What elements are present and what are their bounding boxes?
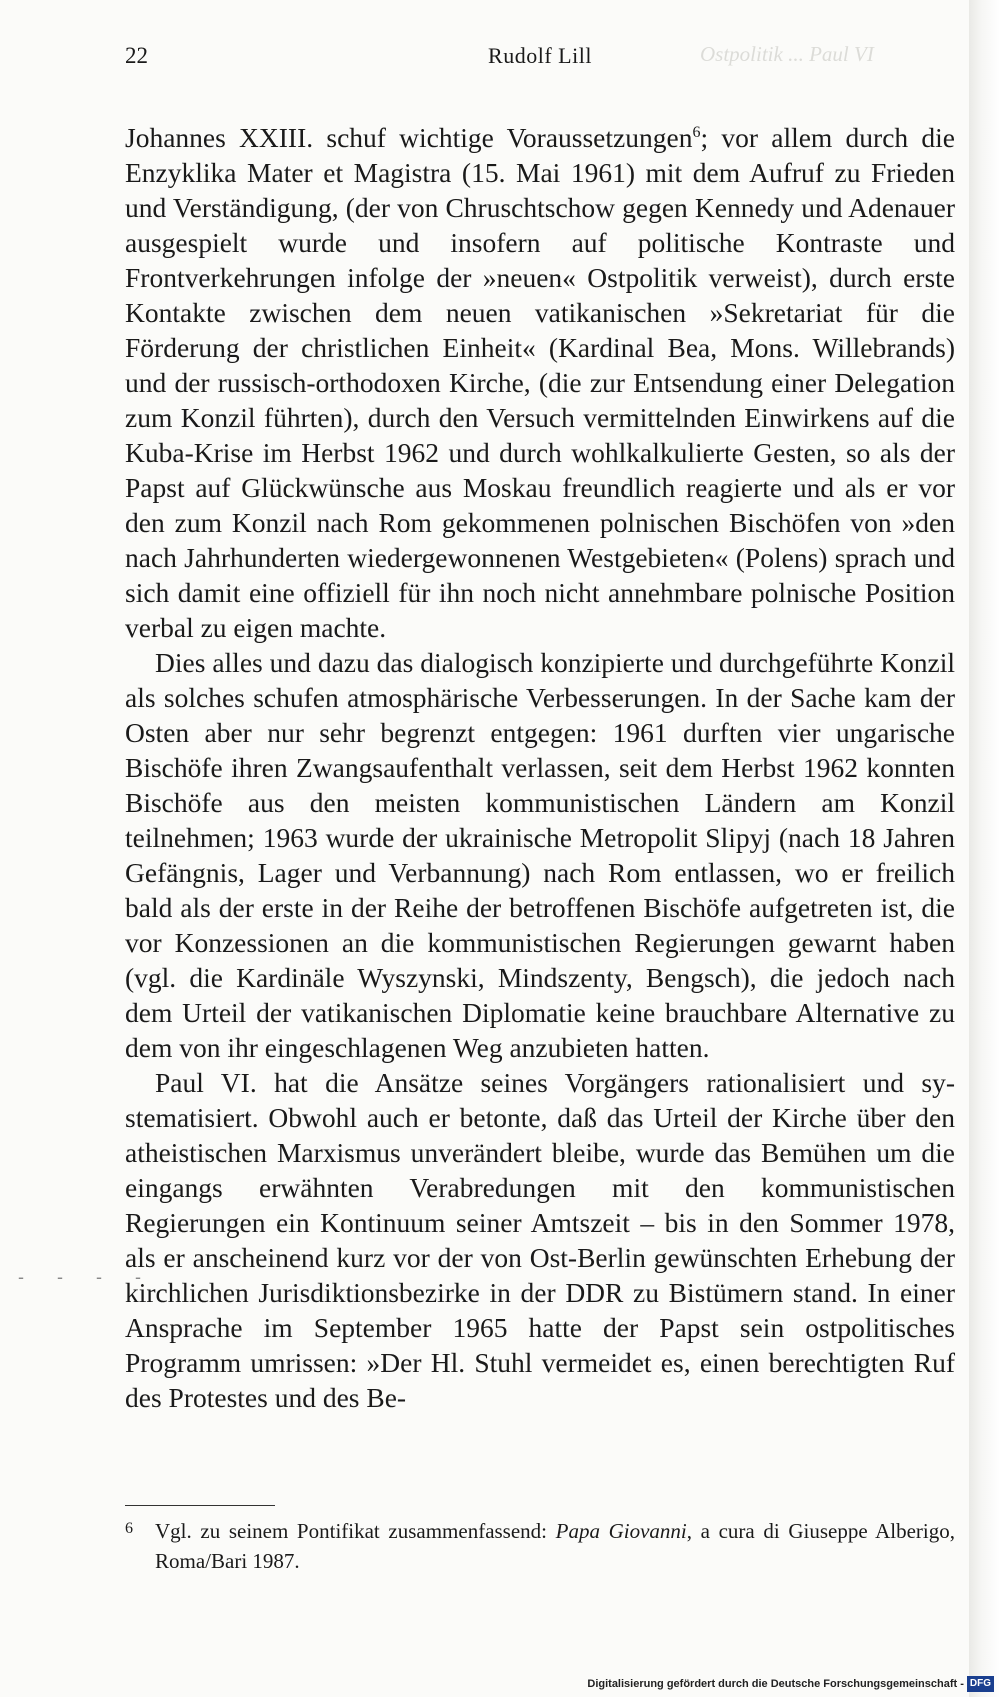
footnote-title: Papa Giovanni	[555, 1519, 687, 1543]
show-through-header: Ostpolitik ... Paul VI	[700, 42, 874, 66]
paragraph-2: Dies alles und dazu das dialogisch konzipierte und durchgeführte Konzil als solches schufen atmosphärische Verbesserungen. In der Sache kam der Osten aber nur sehr begrenzt entgegen: 1961 durften vier ungarische Bischöfe ihren Zwangsaufenthalt verlassen, seit dem Herbst 1962 konnten Bischöfe aus den meisten kommunistischen Ländern am Konzil teilnehmen; 1963 wurde der ukrainische Metropolit Slipyj (nach 18 Jahren Gefängnis, Lager und Verbannung) nach Rom entlassen, wo er freilich bald als der erste in der Reihe der betroffenen Bischöfe aufgetreten ist, die vor Konzessionen an die kommunistischen Regierungen gewarnt haben (vgl. die Kardinäle Wyszynski, Mindszenty, Bengsch), die jedoch nach dem Urteil der vatikanischen Diplomatie keine brauchbare Alternative zu dem von ihr eingeschlagenen Weg anzubieten hatten.	[125, 647, 955, 1063]
paragraph-1	[125, 120, 955, 645]
page-number: 22	[125, 43, 148, 68]
running-header	[125, 40, 955, 72]
funding-banner-text: Digitalisierung gefördert durch die Deutsche Forschungsgemeinschaft -	[587, 1678, 964, 1690]
footnotes	[125, 1516, 955, 1576]
paragraph-3: Paul VI. hat die Ansätze seines Vorgängers rationalisiert und systematisiert. Obwohl auch er betonte, daß das Urteil der Kirche über den atheistischen Marxismus unverändert bleibe, wurde das Bemühen um die eingangs erwähnten Verabredungen mit den kommunistischen Regierungen ein Kontinuum seiner Amtszeit – bis in den Sommer 1978, als er anscheinend kurz vor der von Ost-Berlin gewünschten Erhebung der kirchlichen Jurisdiktionsbezirke in der DDR zu Bistümern stand. In einer Ansprache im September 1965 hatte der Papst sein ostpolitisches Programm umrissen: »Der Hl. Stuhl vermeidet es, einen berechtigten Ruf des Protestes und des Be-	[125, 1067, 955, 1413]
footnote-6	[125, 1516, 955, 1576]
footnote-text-start: Vgl. zu seinem Pontifikat zusammenfassend:	[155, 1519, 556, 1543]
dfg-logo-icon: DFG	[967, 1676, 994, 1692]
footnote-text-end: , a cura di Giuseppe Alberigo, Roma/Bari 1987.	[155, 1519, 956, 1573]
running-header-author: Rudolf Lill	[488, 43, 592, 68]
page-edge-shadow	[969, 0, 1000, 1697]
footnote-reference[interactable]: 6	[692, 123, 701, 141]
margin-marks: - - - -	[18, 1267, 155, 1287]
footnote-mark: 6	[125, 1520, 133, 1537]
paragraph-1-text-end: ; vor allem durch die Enzyklika Mater et Magistra (15. Mai 1961) mit dem Aufruf zu Frieden und Verständigung, (der von Chruschtschow gegen Kennedy und Adenauer ausgespielt wurde und insofern auf politische Kontraste und Frontverkehrungen infolge der »neuen« Ostpolitik verweist), durch erste Kontakte zwischen dem neuen vatikanischen »Sekretariat für die Förderung der christlichen Einheit« (Kardinal Bea, Mons. Willebrands) und der russisch-orthodoxen Kirche, (die zur Entsendung einer Delegation zum Konzil führten), durch den Versuch vermittelnden Einwirkens auf die Kuba-Krise im Herbst 1962 und durch wohlkalkulierte Gesten, so als der Papst auf Glückwünsche aus Moskau freundlich reagierte und als er vor den zum Konzil nach Rom gekommenen polnischen Bischöfen von »den nach Jahrhunderten wiedergewonnenen Westgebieten« (Polens) sprach und sich damit eine offiziell für ihn noch nicht annehmbare polnische Position verbal zu eigen machte.	[125, 122, 956, 643]
paragraph-1-text-start: Johannes XXIII. schuf wichtige Voraussetzungen	[125, 122, 693, 153]
funding-banner	[587, 1675, 994, 1693]
main-text	[125, 120, 955, 1415]
footnote-divider	[125, 1505, 275, 1506]
